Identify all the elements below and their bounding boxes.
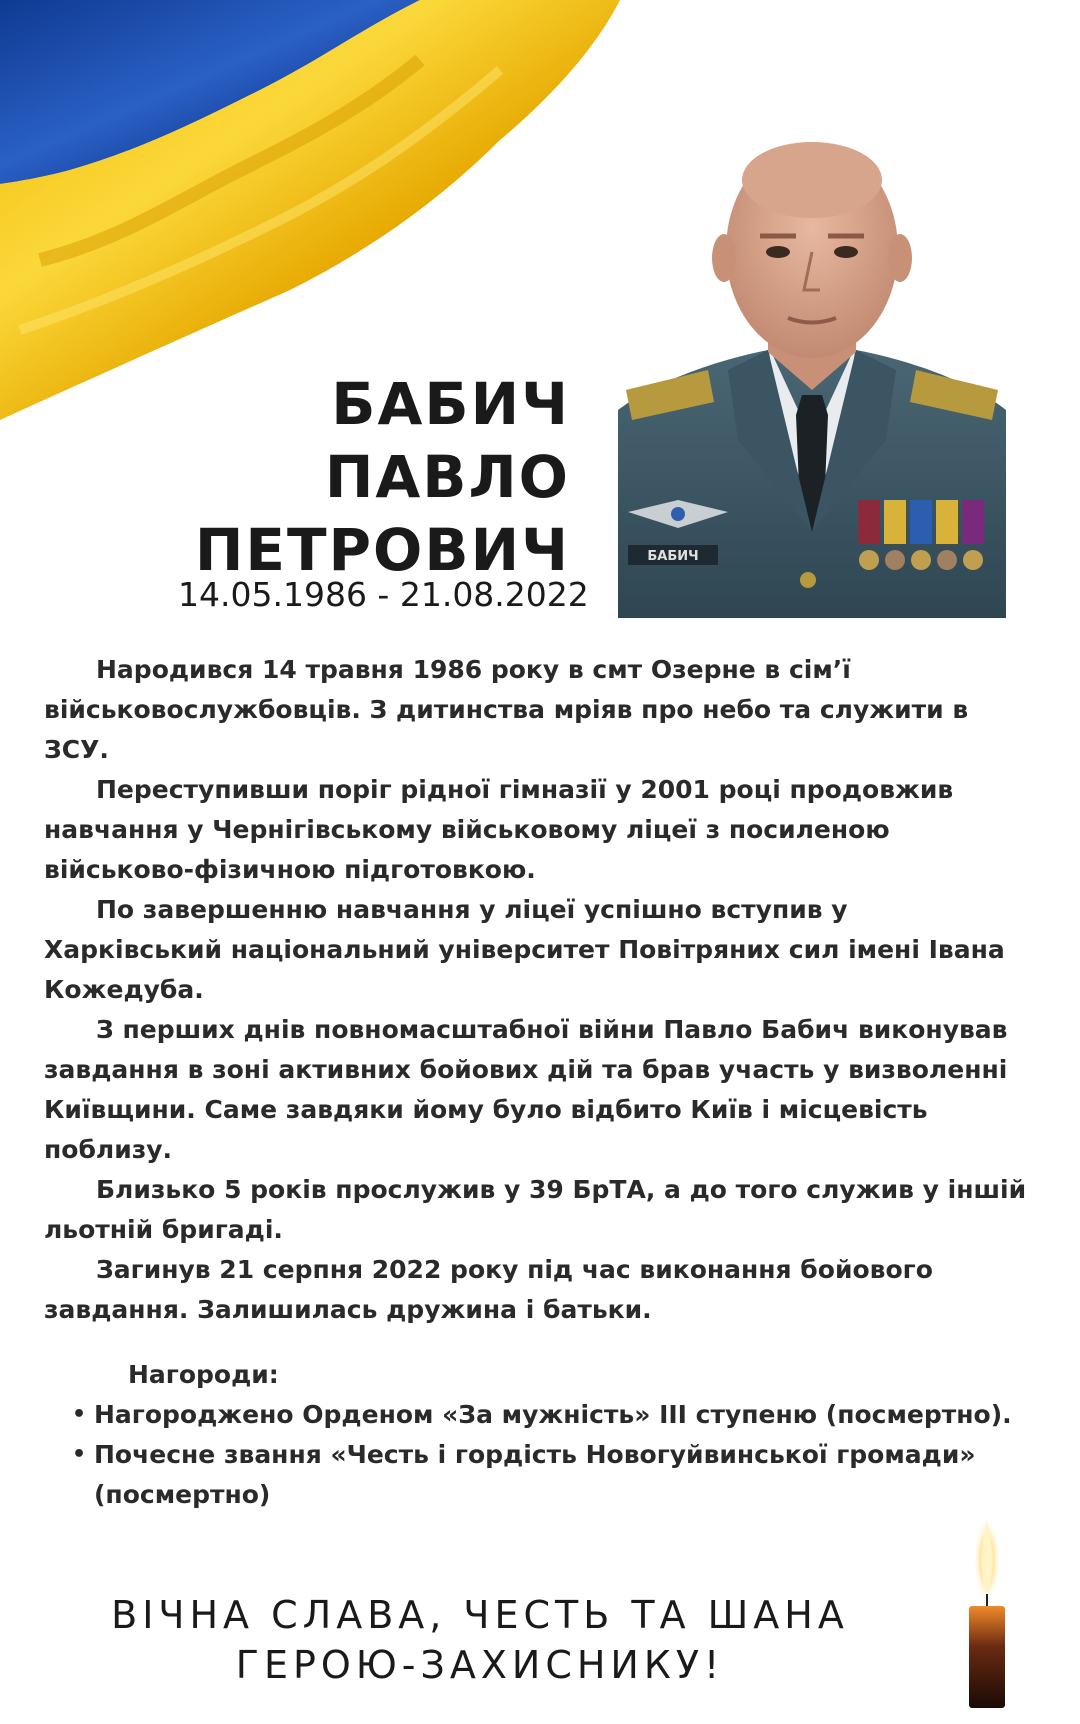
memorial-footer bbox=[0, 1590, 960, 1690]
bio-paragraph: З перших днів повномасштабної війни Павло Бабич виконував завдання в зоні активних бойових дій та брав участь у визволенні Київщини. Саме завдяки йому було відбито Київ і місцевість поблизу. bbox=[44, 1015, 1008, 1164]
awards-list bbox=[70, 1395, 1030, 1515]
soldier-portrait bbox=[618, 140, 1006, 618]
bio-paragraph: Загинув 21 серпня 2022 року під час виконання бойового завдання. Залишилась дружина і батьки. bbox=[44, 1255, 933, 1324]
bio-paragraph: Переступивши поріг рідної гімназії у 2001 році продовжив навчання у Чернігівському військовому ліцеї з посиленою військово-фізичною підготовкою. bbox=[44, 775, 954, 884]
life-dates: 14.05.1986 - 21.08.2022 bbox=[178, 575, 589, 614]
award-item: • Почесне звання «Честь і гордість Новогуйвинської громади» (посмертно) bbox=[94, 1435, 1030, 1515]
bio-paragraph: Народився 14 травня 1986 року в смт Озерне в сім’ї військовослужбовців. З дитинства мріяв про небо та служити в ЗСУ. bbox=[44, 655, 969, 764]
first-name: ПАВЛО bbox=[324, 443, 570, 511]
footer-line-1: ВІЧНА СЛАВА, ЧЕСТЬ ТА ШАНА bbox=[111, 1593, 849, 1637]
full-name bbox=[195, 368, 570, 587]
memorial-candle-icon bbox=[965, 1510, 1009, 1710]
awards-section bbox=[70, 1355, 1030, 1515]
award-item: • Нагороджено Орденом «За мужність» ІІІ ступеню (посмертно). bbox=[94, 1395, 1030, 1435]
footer-line-2: ГЕРОЮ-ЗАХИСНИКУ! bbox=[235, 1643, 725, 1687]
surname: БАБИЧ bbox=[331, 370, 570, 438]
bio-paragraph: Близько 5 років прослужив у 39 БрТА, а до того служив у іншій льотній бригаді. bbox=[44, 1175, 1027, 1244]
biography bbox=[44, 650, 1029, 1330]
portrait-nametag: БАБИЧ bbox=[647, 549, 699, 564]
patronymic: ПЕТРОВИЧ bbox=[194, 516, 570, 584]
bio-paragraph: По завершенню навчання у ліцеї успішно вступив у Харківський національний університет Повітряних сил імені Івана Кожедуба. bbox=[44, 895, 1005, 1004]
awards-title: Нагороди: bbox=[128, 1360, 279, 1389]
